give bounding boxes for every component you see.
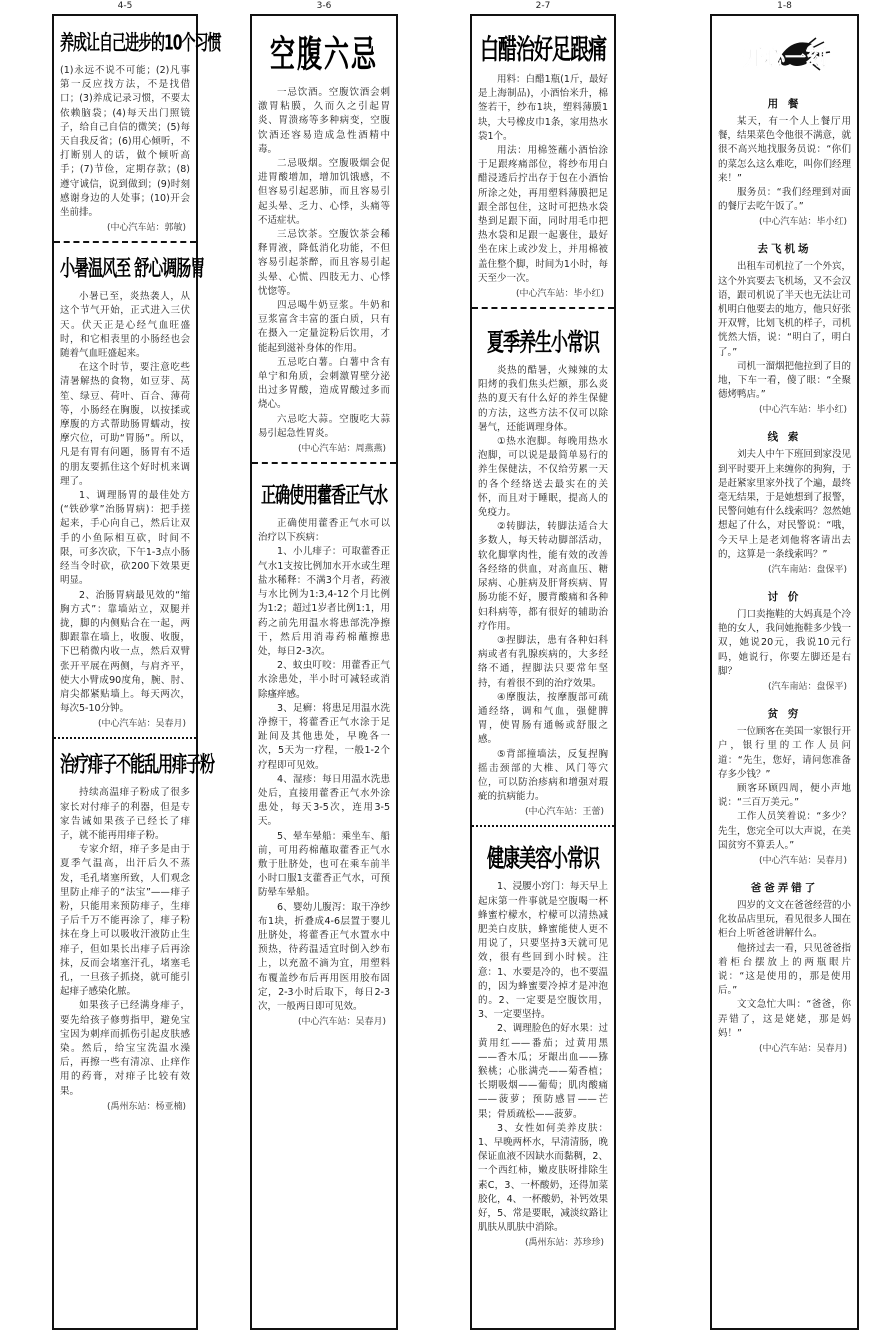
joke-body: [718, 899, 851, 1041]
article-headline: 正确使用藿香正气水: [260, 482, 387, 509]
article-paragraph: 2、调理脸色的好水果：过黄用红——番茄；过黄用黑——香木瓜；牙龈出血——猕猴桃；心胀满壳——菊香植；长期吸烟——葡萄；肌肉酸痛——菠萝；预防感冒——芒果；骨质疏松——菠萝。: [478, 1023, 608, 1120]
article-body: [478, 73, 608, 286]
article: [54, 31, 221, 235]
article-divider: [54, 737, 196, 739]
article-paragraph: 用法：用棉签蘸小酒怡涂于足跟疼痛部位，将纱布用白醋浸透后拧出存于包在小酒怡所涂之处，再用塑料薄膜把足跟全部包住，这时可把热水袋垫到足跟下面，同时用毛巾把热水袋和足跟一起裹住，最好坐在床上或沙发上，并用棉被盖住整个脚，时间为1小时，每天至少一次。: [478, 145, 608, 284]
article-paragraph: 3、女性如何美养皮肤：1、早晚两杯水，早清清肠，晚保证血液不因缺水而黏稠，2、一个西红柿，嫩皮肤呀排除生素C，3、一杯酸奶，还得加菜胶化，4、一杯酸奶，补钙效果好，5、常是要眠，减淡纹路让肌肤从肌肤中消除。: [478, 1122, 608, 1234]
article-paragraph: 六忌吃大蒜。空腹吃大蒜易引起急性胃炎。: [258, 413, 390, 439]
article-paragraph: 正确使用藿香正气水可以治疗以下疾病：: [258, 518, 390, 544]
page-number: 1-8: [777, 1, 792, 11]
joke: [712, 589, 857, 694]
joke-title: 爸爸弄错了: [750, 881, 819, 894]
article-byline: (中心汽车站：毕小红): [515, 289, 604, 300]
joke-title: 用 餐: [767, 98, 802, 110]
joke-byline: (汽车南站：盘保平): [767, 682, 847, 693]
article-headline: 治疗痱子不能乱用痱子粉: [60, 751, 215, 778]
article-headline: 健康美容小常识: [487, 844, 599, 874]
section-logo: [712, 16, 857, 92]
joke-title: 讨 价: [767, 591, 802, 604]
article-paragraph: 二忌吸烟。空腹吸烟会促进胃酸增加，增加饥饿感，不但容易引起恶肺，而且容易引起头晕、乏力、心悸，头痛等不适症状。: [258, 158, 390, 226]
article-paragraph: 4、湿疹：每日用温水洗患处后，直接用藿香正气水外涂患处，每天3-5次，连用3-5天。: [258, 773, 390, 828]
article-body: [60, 786, 190, 1098]
page-frame: [52, 14, 221, 1330]
joke-byline: (中心汽车站：吴春月): [758, 855, 847, 866]
article: [252, 484, 396, 1029]
article: [472, 843, 614, 1250]
article-body: [258, 517, 390, 1014]
joke-paragraph: 他挤过去一看，只见爸爸指着柜台摆放上的两瓶眼片说：“这是使用的，那是使用后。”: [718, 942, 852, 997]
joke: [712, 706, 857, 868]
page-frame: [710, 14, 859, 1330]
joke-body: [718, 260, 851, 402]
joke-paragraph: 四岁的文文在爸爸经营的小化妆品店里玩，看见很多人围在柜台上听爸爸讲解什么。: [718, 899, 852, 940]
article-byline: (中心汽车站：周燕燕): [297, 444, 386, 455]
article-paragraph: 小暑已至，炎热袭人，从这个节气开始，正式进入三伏天。伏天正是心经气血旺盛时，和它相表里的小肠经也会随着气血旺盛起来。: [60, 291, 190, 360]
article-byline: (禹州东站：苏珍珍): [524, 1238, 604, 1249]
joke-byline: (中心汽车站：毕小红): [758, 217, 847, 228]
joke-byline: (中心汽车站：毕小红): [758, 405, 847, 416]
article-headline: 夏季养生小常识: [487, 328, 599, 358]
joke-paragraph: 门口卖拖鞋的大妈真是个冷艳的女人，我问她拖鞋多少钱一双，她说20元，我说10元行吗，她说行，你要左脚还是右脚？: [718, 609, 852, 677]
article-paragraph: 三忌饮茶。空腹饮茶会稀释胃液，降低消化功能，不但容易引起茶醉，而且容易引起头晕、心慌、四肢无力、心悸忧惚等。: [258, 229, 390, 297]
joke-paragraph: 刘夫人中午下班回到家没见到平时要开上来缠你的狗狗，于是赶紧家里家外找了个遍，最终毫无结果，于是她想到了报警，民警问她有什么线索吗？忽然她想起了什么，对民警说：“哦，今天早上是老刘他将客请出去的，这算是一条线索吗？”: [718, 449, 852, 560]
article-paragraph: 在这个时节，要注意吃些清暑解热的食物，如豆芽、莴笙、绿豆、荷叶、百合、薄荷等，小肠经在胸腹，以按揉或摩腹的方式帮助肠胃蠕动，按摩穴位，可助“胃肠”。所以，凡是有胃有问题，肠胃有不适的朋友要抓住这个好时机来调理了。: [60, 362, 190, 487]
article-divider: [252, 462, 396, 464]
joke-title: 去飞机场: [757, 243, 812, 256]
article-paragraph: 2、蚊虫叮咬：用藿香正气水涂患处，半小时可减轻或消除瘙痒感。: [258, 660, 390, 700]
joke-paragraph: 一位顾客在美国一家银行开户，银行里的工作人员问道：“先生，您好，请问您准备存多少钱？”: [718, 726, 852, 780]
article: [54, 255, 205, 731]
article-headline: 养成让自己进步的10个习惯: [60, 31, 221, 56]
article-headline: 空腹六忌: [269, 33, 378, 76]
article-divider: [472, 307, 614, 309]
article-paragraph: ②转脚法，转脚法适合大多数人，每天转动脚部活动，软化脚掌肉性，能有效的改善各经络的供血，对高血压、糖尿病、心脏病及肝肾疾病、胃肠功能不好，腰背酸痛和各种妇科病等，都有很好的辅助治疗作用。: [478, 521, 608, 632]
page-frame: [250, 14, 398, 1330]
joke-body: [718, 448, 851, 562]
humor-logo-graphic: [720, 24, 850, 84]
article-paragraph: 1、浸腰小窍门：每天早上起床第一件事就是空腹喝一杯蜂蜜柠檬水，柠檬可以清热减肥美白皮肤，蜂蜜能使人更不用说了，只要坚持3天就可见效，很有些回到小时候。注意：1、水要是冷的，也不要温的，因为蜂蜜要冷掉才是冲泡的。2、一定要是空腹饮用，3、一定要坚持。: [478, 881, 608, 1021]
article-byline: (禹州东站：杨亚楠): [106, 1101, 186, 1112]
article-body: [478, 880, 608, 1235]
joke: [712, 241, 857, 417]
joke: [712, 880, 857, 1056]
joke-paragraph: 司机一溜烟把他拉到了目的地，下车一看，傻了眼：“全聚德烤鸭店。”: [718, 360, 852, 401]
article-paragraph: ④摩腹法，按摩腹部可疏通经络，调和气血，强健脾胃，使胃肠有通畅或舒服之感。: [478, 691, 608, 746]
article: [472, 34, 614, 301]
joke-paragraph: 文文急忙大叫：“爸爸，你弄错了，这是姥姥，那是妈妈！”: [718, 999, 851, 1039]
article-paragraph: 5、晕车晕船：乘坐车、船前，可用药棉蘸取藿香正气水敷于肚脐处，也可在乘车前半小时口服1支藿香正气水，可预防晕车晕船。: [258, 830, 390, 899]
article-paragraph: 一忌饮酒。空腹饮酒会刺激胃粘膜，久而久之引起胃炎、胃溃疡等多种病变，空腹饮酒还容易造成急性酒精中毒。: [258, 87, 390, 155]
article-paragraph: 专家介绍，痱子多是由于夏季气温高，出汗后久不蒸发，毛孔堵塞所致，人们观念里防止痱子的“法宝”——痱子粉，只能用来预防痱子，生痱子后千万不能再涂了，痱子粉抹在身上可以吸收汗液防止生痱子，但如果长出痱子后再涂抹，反而会堵塞汗孔，堵塞毛孔，一旦孩子抓挠，就可能引起痱子感染化脓。: [60, 844, 190, 998]
article-paragraph: (1)永远不说不可能；(2)凡事第一反应找方法，不是找借口；(3)养成记录习惯，不要太依赖脑袋；(4)每天出门照镜子，给自己自信的微笑；(5)每天自我反省；(6)用心倾听，不打断别人的话，做个倾听高手；(7)节俭，定期存款；(8)遵守诚信，说到做到；(9)时刻感谢身边的人处事；(10)开会坐前排。: [60, 65, 190, 219]
article-body: [478, 364, 608, 804]
article-paragraph: ⑤背部撞墙法，反复捏胸摇击颈部的大椎、风门等穴位，可以防治疹病和增强对瑕疵的抗病能力。: [478, 748, 608, 803]
article-divider: [54, 241, 196, 243]
article-paragraph: 2、治肠胃病最见效的“缩胸方式”：靠墙站立，双腿并拢，脚的内侧贴合在一起，两脚跟靠在墙上，收腹、收腹，下巴稍微内收一点，然后双臂张开平展在两侧，与肩齐平，使大小臂成90度角，腕、肘、肩尖都紧贴墙上。每天两次，每次5-10分钟。: [60, 589, 190, 715]
article-headline: 小暑温风至 舒心调肠胃: [60, 255, 205, 282]
joke: [712, 429, 857, 577]
article-body: [60, 64, 190, 220]
article-paragraph: 五忌吃白薯。白薯中含有单宁和角质，会刺激胃壁分泌出过多胃酸，造成胃酸过多而烧心。: [258, 356, 390, 411]
joke-body: [718, 725, 851, 853]
article: [54, 751, 215, 1113]
joke-paragraph: 服务员：“我们经理到对面的餐厅去吃午饭了。”: [718, 187, 851, 213]
article-paragraph: 持续高温痱子粉成了很多家长对付痱子的利器，但是专家告诫如果孩子已经长了痱子，就不能再用痱子粉。: [60, 787, 190, 841]
article-paragraph: 3、足癣：将患足用温水洗净擦干，将藿香正气水涂于足趾间及其他患处，早晚各一次，5天为一疗程，一般1-2个疗程即可见效。: [258, 702, 390, 771]
article-paragraph: 6、婴幼儿腹泻：取干净纱布1块，折叠成4-6层置于婴儿肚脐处，将藿香正气水置水中预热，待药温适宜时倒入纱布上，以充盈不滴为宜，用塑料布覆盖纱布后再用医用胶布固定，2-3小时后取下，每日2-3次，一般两日即可见效。: [258, 901, 390, 1012]
article-byline: (中心汽车站：吴春月): [297, 1017, 386, 1028]
article-paragraph: 四忌喝牛奶豆浆。牛奶和豆浆富含丰富的蛋白质，只有在摄入一定量淀粉后饮用，才能起到滋补身体的作用。: [258, 300, 390, 354]
page-frame: [470, 14, 616, 1330]
joke: [712, 96, 857, 229]
article: [472, 327, 614, 819]
joke-paragraph: 顾客环顾四周，便小声地说：“三百万美元。”: [718, 782, 851, 809]
joke-paragraph: 某天，有一个人上餐厅用餐，结果菜色令他很不满意，就很不高兴地找服务员说：“你们的菜怎么这么难吃，叫你们经理来！”: [718, 116, 852, 184]
article-headline: 白醋治好足跟痛: [479, 33, 606, 66]
article-paragraph: 炎热的酷暑，火辣辣的太阳烤的我们焦头烂额，那么炎热的夏天有什么好的养生保健的方法，这些方法不仅可以除暑气，还能调理身体。: [478, 365, 608, 433]
article-paragraph: ③捏脚法，患有各种妇科病或者有乳腺疾病的，大多经络不通，捏脚法只要常年坚持，有着很不到的治疗效果。: [478, 634, 608, 689]
joke-byline: (中心汽车站：吴春月): [758, 1043, 847, 1054]
article-paragraph: 如果孩子已经满身痱子，要先给孩子修剪指甲，避免宝宝因为刺痒而抓伤引起皮肤感染。然后，给宝宝洗温水澡后，再擦一些有清凉、止痒作用的药膏，对痱子比较有效果。: [60, 1000, 190, 1097]
article-body: [258, 86, 390, 441]
page-number: 3-6: [316, 1, 332, 11]
article-paragraph: ①热水泡脚。每晚用热水泡脚，可以说是最简单易行的养生保健法，不仅给劳累一天的各个经络送去最实在的关怀，而且对于睡眠，提高人的免疫力。: [478, 436, 608, 519]
article-paragraph: 1、调理肠胃的最佳处方(“铁砂掌”治肠胃病)：把手搓起来，手心向自己，然后让双手的小鱼际相互砍，时间不限，可多次砍，下午1-3点小肠经当令时砍，砍200下效果更明显。: [60, 490, 190, 587]
joke-byline: (汽车南站：盘保平): [767, 565, 847, 576]
article: [252, 34, 396, 456]
article-divider: [472, 825, 614, 827]
article-paragraph: 用料：白醋1瓶(1斤，最好是上海制品)，小酒怡米升，棉签若干，纱布1块，塑料薄膜1块，大号橡皮巾1条，家用热水袋1个。: [478, 74, 608, 142]
section-logo-text: 开心一刻: [742, 46, 827, 70]
page-number: 2-7: [535, 1, 551, 11]
article-byline: (中心汽车站：吴春月): [97, 719, 186, 730]
joke-body: [718, 608, 851, 679]
joke-title: 贫 穷: [767, 708, 802, 721]
page-number: 4-5: [117, 1, 133, 11]
article-paragraph: 1、小儿痱子：可取藿香正气水1支按比例加水开水或生理盐水稀释：不满3个月者，药液与水比例为1:3,4-12个月比例为1:2；超过1岁者比例1:1，用药之前先用温水将患部洗净擦干，然后用消毒药棉蘸擦患处，每日2-3次。: [258, 546, 390, 657]
article-byline: (中心汽车站：王蕾): [524, 807, 604, 818]
joke-paragraph: 出租车司机拉了一个外宾，这个外宾要去飞机场，又不会汉语，跟司机说了半天也无法让司机明白他要去的地方，他只好张开双臂，比划飞机的样子，司机恍然大悟，说：“明白了，明白了。”: [718, 261, 852, 358]
joke-paragraph: 工作人员笑着说：“多少？先生，您完全可以大声说，在美国贫穷不算丢人。”: [718, 811, 852, 851]
article-byline: (中心汽车站：郭敏): [106, 223, 186, 234]
joke-body: [718, 115, 851, 214]
article-body: [60, 290, 190, 716]
joke-title: 线 索: [767, 431, 802, 444]
